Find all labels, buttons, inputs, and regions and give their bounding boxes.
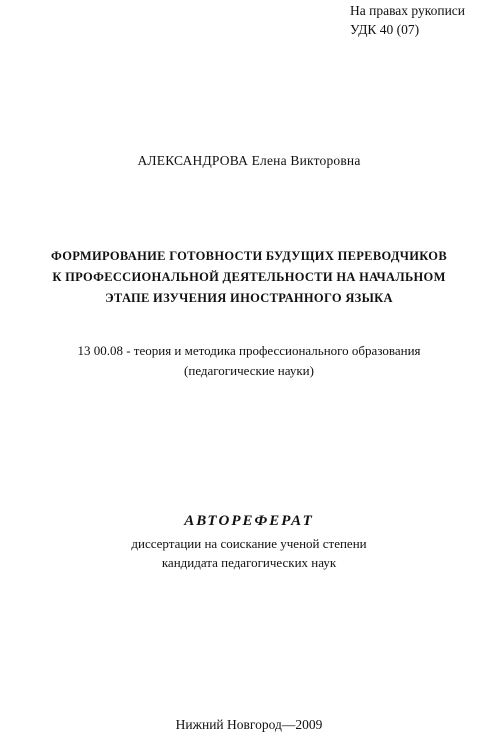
title-line-1: ФОРМИРОВАНИЕ ГОТОВНОСТИ БУДУЩИХ ПЕРЕВОДЧИКОВ [51,249,447,263]
specialty-code-line: 13 00.08 - теория и методика профессионального образования [77,343,421,358]
specialty [0,341,498,381]
author-name: АЛЕКСАНДРОВА Елена Викторовна [137,153,361,168]
abstract-line-2: кандидата педагогических наук [161,555,337,570]
title-line-3: ЭТАПЕ ИЗУЧЕНИЯ ИНОСТРАННОГО ЯЗЫКА [105,291,393,305]
place-and-year: Нижний Новгород—2009 [175,717,323,732]
title-line-2: К ПРОФЕССИОНАЛЬНОЙ ДЕЯТЕЛЬНОСТИ НА НАЧАЛЬНОМ [52,270,446,284]
rights-notice: На правах рукописи [350,3,466,18]
abstract-line-1: диссертации на соискание ученой степени [131,536,367,551]
abstract-section [0,512,498,572]
abstract-heading: АВТОРЕФЕРАТ [184,513,314,529]
specialty-field-line: (педагогические науки) [184,363,314,378]
udk-code: УДК 40 (07) [350,22,420,37]
dissertation-title [0,246,498,309]
